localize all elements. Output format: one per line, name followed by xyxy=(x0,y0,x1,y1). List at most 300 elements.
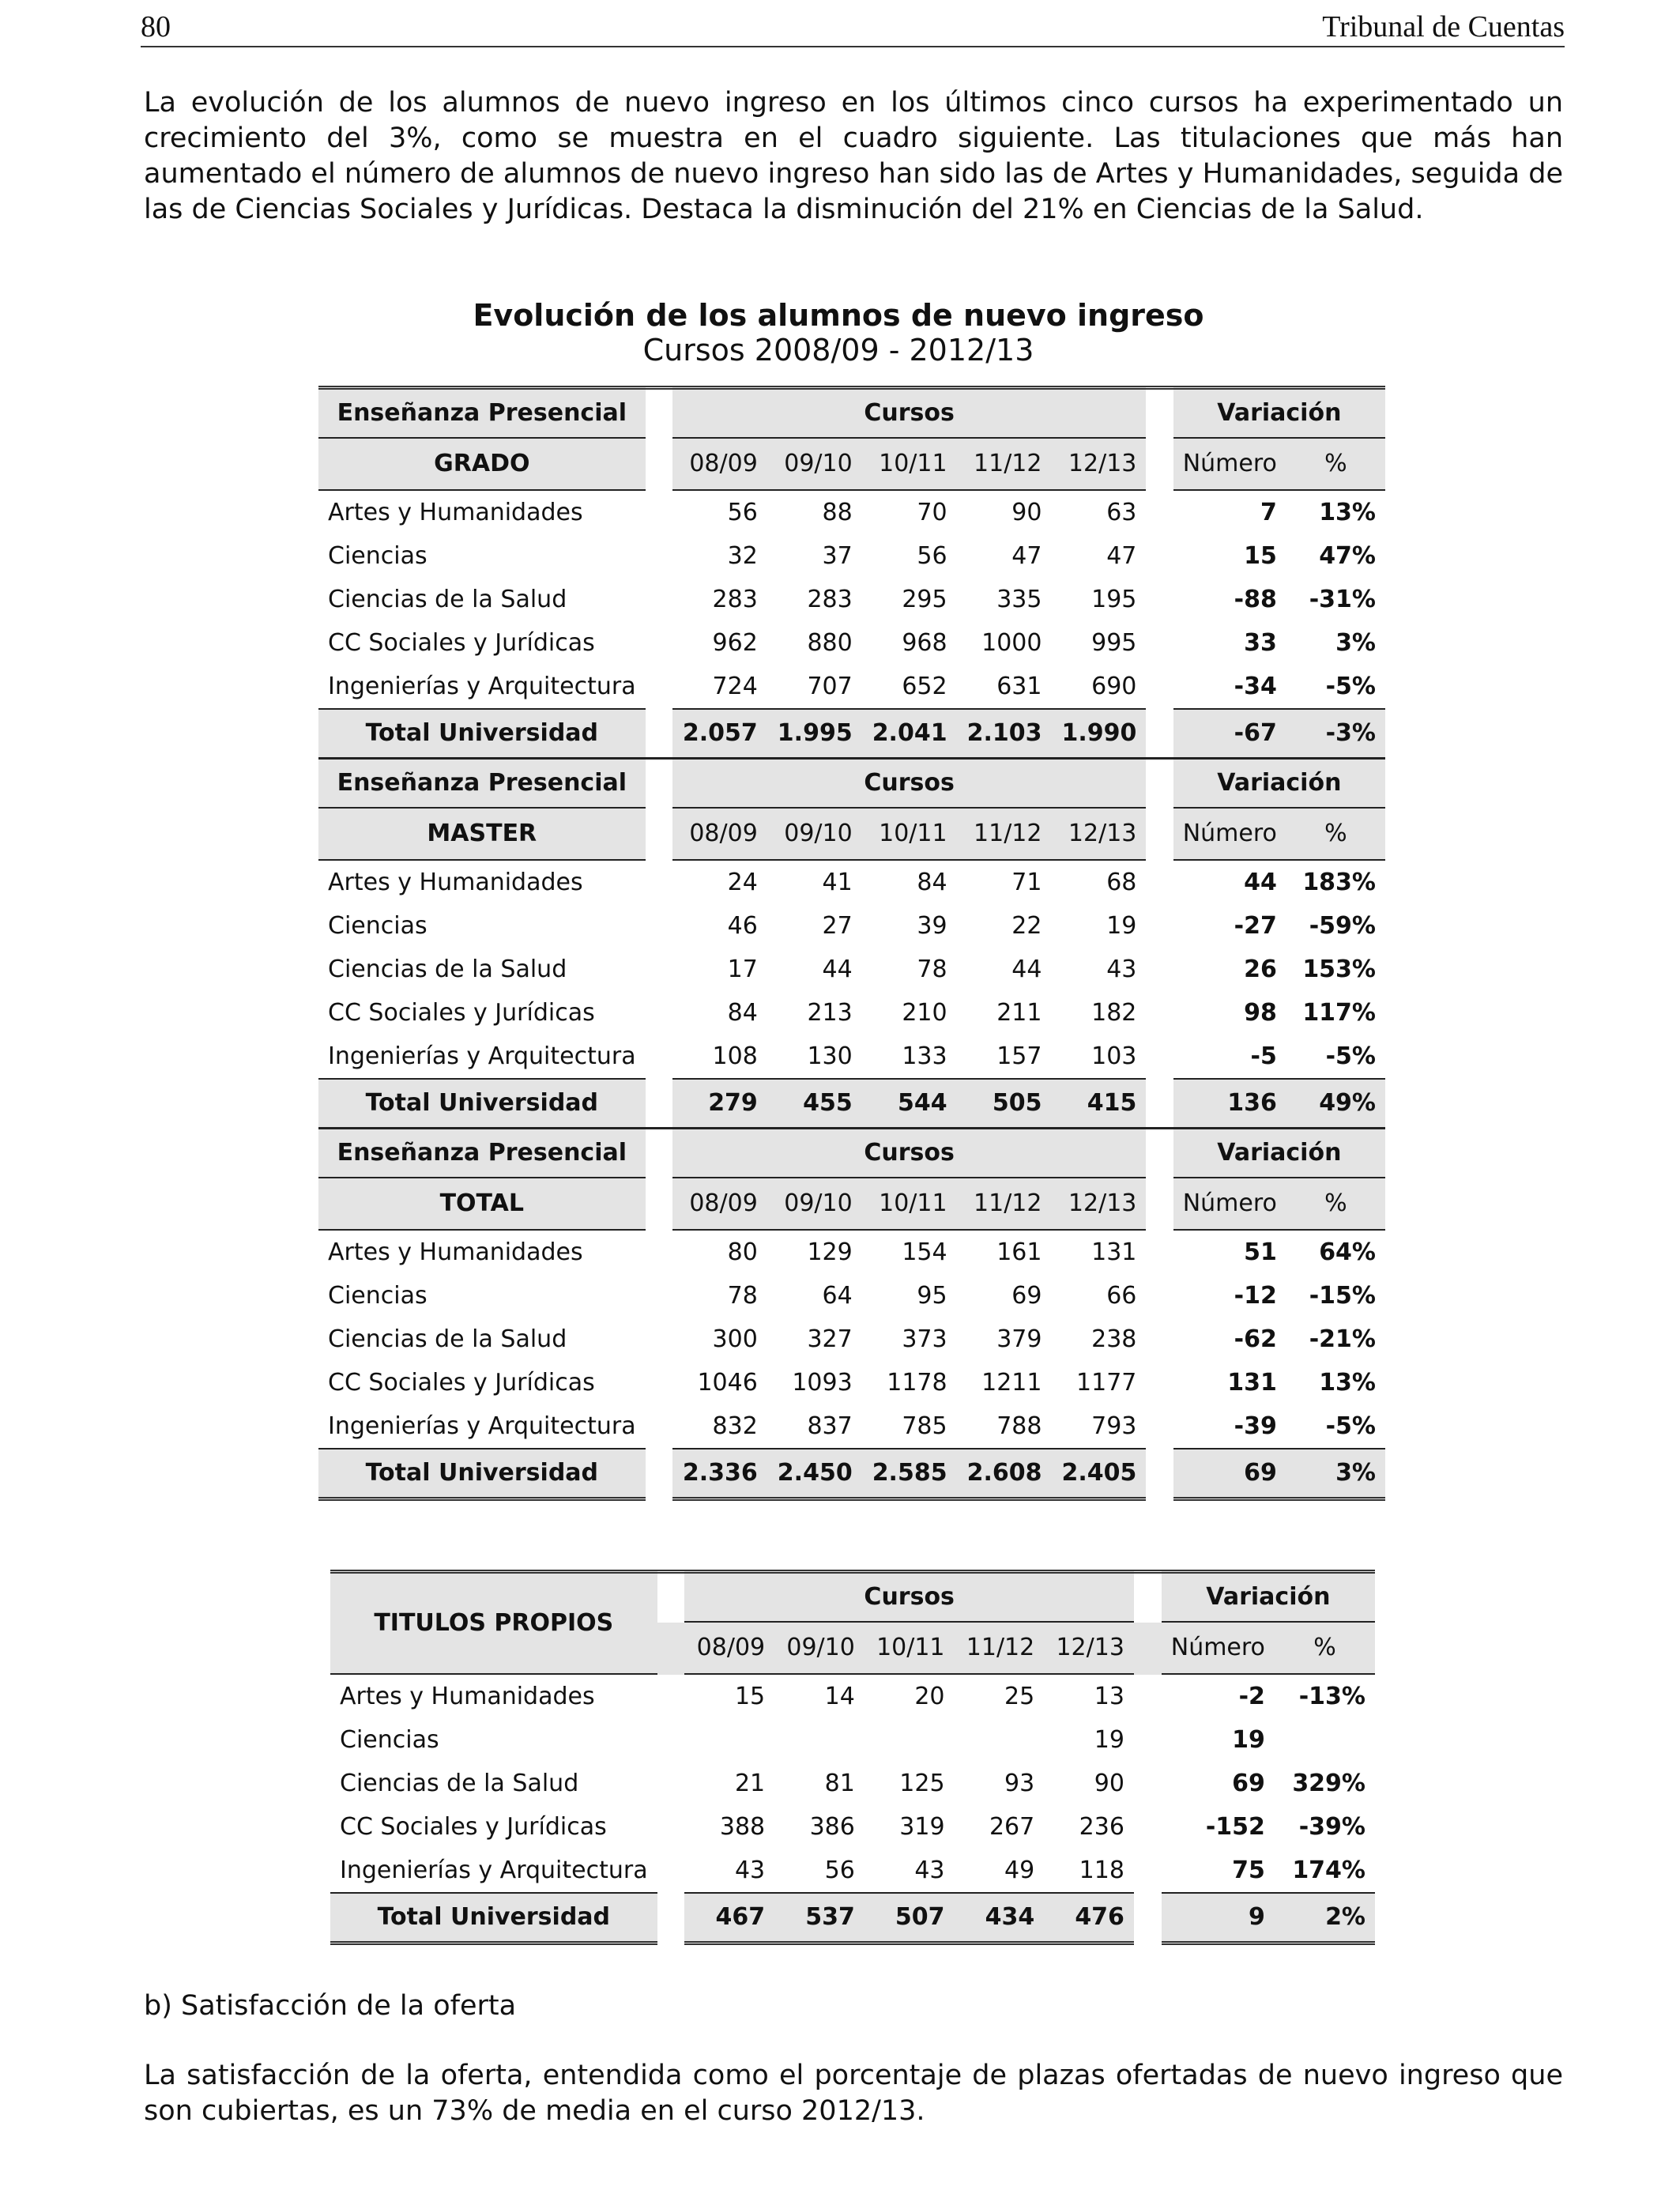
row-value: 327 xyxy=(807,1325,853,1353)
section-b-heading: b) Satisfacción de la oferta xyxy=(144,1990,517,2022)
total-value: 467 xyxy=(684,1892,774,1945)
variacion-label: Variación xyxy=(1173,757,1385,809)
row-label: Ciencias xyxy=(328,542,428,570)
spacer-cell xyxy=(1146,1274,1173,1318)
row-value: 379 xyxy=(996,1325,1042,1353)
row-value xyxy=(864,1718,955,1762)
variation-number: 98 xyxy=(1244,999,1277,1027)
spacer-cell xyxy=(657,1849,685,1892)
year-header: 08/09 xyxy=(672,809,767,861)
year-header: 10/11 xyxy=(862,1178,957,1231)
row-value: 39 xyxy=(917,912,947,940)
row-value: 47 xyxy=(1011,542,1042,570)
variation-percent: 329% xyxy=(1292,1770,1365,1797)
row-value: 161 xyxy=(996,1238,1042,1266)
row-label: Artes y Humanidades xyxy=(328,869,583,896)
table-row xyxy=(318,948,1385,991)
variation-percent: 3% xyxy=(1335,629,1376,657)
spacer-cell xyxy=(1146,809,1173,861)
row-value: 832 xyxy=(712,1412,758,1440)
spacer-cell xyxy=(1146,1178,1173,1231)
row-value xyxy=(955,1718,1045,1762)
row-value: 19 xyxy=(1094,1726,1124,1754)
section-name: GRADO xyxy=(318,439,646,491)
variation-number: -62 xyxy=(1234,1325,1277,1353)
spacer-cell xyxy=(1146,948,1173,991)
total-label: Total Universidad xyxy=(318,708,646,757)
spacer-cell xyxy=(646,534,672,578)
year-header: 11/12 xyxy=(957,809,1052,861)
row-value: 837 xyxy=(807,1412,853,1440)
variation-percent: -5% xyxy=(1325,1412,1376,1440)
spacer-cell xyxy=(646,1361,672,1404)
closing-paragraph: La satisfacción de la oferta, entendida como el porcentaje de plazas ofertadas de nuevo ingreso que son cubiertas, es un 73% de media en el curso 2012/13. xyxy=(144,2060,1563,2127)
row-value: 118 xyxy=(1079,1857,1124,1884)
total-variation-number: -67 xyxy=(1173,708,1286,757)
intro-paragraph: La evolución de los alumnos de nuevo ingreso en los últimos cinco cursos ha experimentado un crecimiento del 3%, como se muestra en el cuadro siguiente. Las titulaciones que más han aumentado el número de alumnos de nuevo ingreso han sido las de Artes y Humanidades, seguida de las de Ciencias Sociales y Jurídicas. Destaca la disminución del 21% en Ciencias de la Salud. xyxy=(144,87,1563,225)
row-value: 1000 xyxy=(981,629,1042,657)
table-row xyxy=(330,1849,1375,1892)
spacer-cell xyxy=(1134,1805,1162,1849)
table-row xyxy=(318,621,1385,665)
spacer-cell xyxy=(1146,1035,1173,1078)
total-value: 507 xyxy=(864,1892,955,1945)
spacer-cell xyxy=(1146,1361,1173,1404)
year-header: 11/12 xyxy=(955,1623,1045,1675)
spacer-cell xyxy=(646,1404,672,1448)
spacer-cell xyxy=(646,948,672,991)
row-value: 995 xyxy=(1091,629,1137,657)
section-header-row xyxy=(318,757,1385,809)
row-value: 690 xyxy=(1091,673,1137,700)
row-value: 15 xyxy=(734,1683,766,1710)
row-value: 88 xyxy=(822,499,853,526)
row-value: 56 xyxy=(917,542,947,570)
row-value: 90 xyxy=(1094,1770,1124,1797)
row-value: 49 xyxy=(1004,1857,1035,1884)
row-value: 283 xyxy=(807,586,853,613)
year-header: 11/12 xyxy=(957,439,1052,491)
total-value: 2.041 xyxy=(862,708,957,757)
row-value: 157 xyxy=(996,1042,1042,1070)
row-value: 56 xyxy=(824,1857,855,1884)
row-value: 125 xyxy=(899,1770,945,1797)
variation-percent xyxy=(1275,1718,1375,1762)
titulos-propios-table xyxy=(330,1570,1375,1945)
table-row xyxy=(318,1274,1385,1318)
year-header: 12/13 xyxy=(1044,1623,1134,1675)
total-value: 476 xyxy=(1044,1892,1134,1945)
spacer-cell xyxy=(1146,621,1173,665)
row-label: CC Sociales y Jurídicas xyxy=(328,999,595,1027)
row-value: 195 xyxy=(1091,586,1137,613)
row-value: 210 xyxy=(902,999,947,1027)
spacer-cell xyxy=(1134,1762,1162,1805)
row-value: 68 xyxy=(1106,869,1137,896)
total-row xyxy=(318,1078,1385,1127)
year-header: 12/13 xyxy=(1051,809,1146,861)
row-value: 20 xyxy=(914,1683,945,1710)
year-header: 08/09 xyxy=(672,1178,767,1231)
row-value: 32 xyxy=(727,542,758,570)
row-value: 788 xyxy=(996,1412,1042,1440)
row-label: Ingenierías y Arquitectura xyxy=(340,1857,648,1884)
total-value: 2.103 xyxy=(957,708,1052,757)
spacer-cell xyxy=(1146,386,1173,439)
row-value: 283 xyxy=(712,586,758,613)
spacer-cell xyxy=(646,708,672,757)
year-header: 09/10 xyxy=(767,809,862,861)
total-value: 505 xyxy=(957,1078,1052,1127)
spacer-cell xyxy=(646,439,672,491)
row-value: 1178 xyxy=(887,1369,947,1397)
row-value: 962 xyxy=(712,629,758,657)
table-row xyxy=(318,991,1385,1035)
spacer-cell xyxy=(1134,1718,1162,1762)
spacer-cell xyxy=(657,1892,685,1945)
row-value: 968 xyxy=(902,629,947,657)
variation-percent: 174% xyxy=(1292,1857,1365,1884)
variation-percent: -39% xyxy=(1298,1813,1365,1841)
row-value: 21 xyxy=(734,1770,766,1797)
spacer-cell xyxy=(646,665,672,708)
ensenanza-label: Enseñanza Presencial xyxy=(318,757,646,809)
variacion-label: Variación xyxy=(1173,386,1385,439)
section-subheader-row xyxy=(318,1178,1385,1231)
row-value: 44 xyxy=(1011,956,1042,983)
spacer-cell xyxy=(1134,1570,1162,1623)
row-value: 319 xyxy=(899,1813,945,1841)
year-header: 09/10 xyxy=(767,1178,862,1231)
total-value: 2.057 xyxy=(672,708,767,757)
row-label: Artes y Humanidades xyxy=(340,1683,595,1710)
row-value: 1093 xyxy=(792,1369,853,1397)
row-value: 154 xyxy=(902,1238,947,1266)
row-label: Ciencias de la Salud xyxy=(340,1770,579,1797)
spacer-cell xyxy=(657,1623,685,1675)
main-table xyxy=(318,386,1385,1501)
total-value: 544 xyxy=(862,1078,957,1127)
cursos-label: Cursos xyxy=(672,386,1146,439)
row-value: 37 xyxy=(822,542,853,570)
row-value: 724 xyxy=(712,673,758,700)
spacer-cell xyxy=(1134,1849,1162,1892)
spacer-cell xyxy=(1134,1675,1162,1718)
variation-number: -152 xyxy=(1205,1813,1265,1841)
spacer-cell xyxy=(1146,708,1173,757)
row-value: 46 xyxy=(727,912,758,940)
row-label: Artes y Humanidades xyxy=(328,499,583,526)
year-header: 08/09 xyxy=(672,439,767,491)
row-value: 22 xyxy=(1011,912,1042,940)
variation-number: -12 xyxy=(1234,1282,1277,1310)
spacer-cell xyxy=(1134,1892,1162,1945)
row-value: 56 xyxy=(727,499,758,526)
row-value: 66 xyxy=(1106,1282,1137,1310)
total-row xyxy=(318,1448,1385,1501)
variation-number: 69 xyxy=(1232,1770,1265,1797)
spacer-cell xyxy=(1146,491,1173,534)
variation-percent: -5% xyxy=(1325,1042,1376,1070)
variation-number: -2 xyxy=(1238,1683,1265,1710)
row-value: 43 xyxy=(734,1857,766,1884)
section-subheader-row xyxy=(318,809,1385,861)
total-value: 537 xyxy=(774,1892,864,1945)
section-subheader-row xyxy=(318,439,1385,491)
spacer-cell xyxy=(646,1035,672,1078)
row-value: 388 xyxy=(719,1813,766,1841)
row-value: 25 xyxy=(1004,1683,1035,1710)
spacer-cell xyxy=(657,1570,685,1623)
table-row xyxy=(318,491,1385,534)
table-row xyxy=(330,1675,1375,1718)
spacer-cell xyxy=(1146,1231,1173,1274)
row-value: 631 xyxy=(996,673,1042,700)
total-variation-percent: 3% xyxy=(1286,1448,1385,1501)
total-value: 434 xyxy=(955,1892,1045,1945)
row-label: Ciencias de la Salud xyxy=(328,586,567,613)
spacer-cell xyxy=(1146,1078,1173,1127)
row-value: 64 xyxy=(822,1282,853,1310)
row-value: 78 xyxy=(727,1282,758,1310)
spacer-cell xyxy=(646,1448,672,1501)
spacer-cell xyxy=(1146,534,1173,578)
year-header: 12/13 xyxy=(1051,439,1146,491)
percent-header: % xyxy=(1286,439,1385,491)
row-value: 785 xyxy=(902,1412,947,1440)
spacer-cell xyxy=(657,1718,685,1762)
variation-percent: -13% xyxy=(1298,1683,1365,1710)
numero-header: Número xyxy=(1162,1623,1275,1675)
year-header: 09/10 xyxy=(774,1623,864,1675)
spacer-cell xyxy=(646,1078,672,1127)
table-row xyxy=(318,1035,1385,1078)
variation-number: 7 xyxy=(1260,499,1277,526)
variation-number: 33 xyxy=(1244,629,1277,657)
row-value: 295 xyxy=(902,586,947,613)
row-value: 43 xyxy=(1106,956,1137,983)
row-label: Ciencias de la Salud xyxy=(328,956,567,983)
spacer-cell xyxy=(1146,1127,1173,1178)
variation-percent: 153% xyxy=(1302,956,1376,983)
spacer-cell xyxy=(646,1318,672,1361)
table-row xyxy=(318,578,1385,621)
table-row xyxy=(330,1718,1375,1762)
variation-number: 15 xyxy=(1244,542,1277,570)
spacer-cell xyxy=(1146,1318,1173,1361)
table-row xyxy=(330,1762,1375,1805)
spacer-cell xyxy=(1146,991,1173,1035)
spacer-cell xyxy=(657,1675,685,1718)
row-value: 41 xyxy=(822,869,853,896)
row-value: 63 xyxy=(1106,499,1137,526)
row-value: 373 xyxy=(902,1325,947,1353)
total-variation-number: 9 xyxy=(1162,1892,1275,1945)
spacer-cell xyxy=(1146,665,1173,708)
row-label: Ingenierías y Arquitectura xyxy=(328,1412,636,1440)
numero-header: Número xyxy=(1173,439,1286,491)
year-header: 10/11 xyxy=(864,1623,955,1675)
total-value: 2.608 xyxy=(957,1448,1052,1501)
year-header: 10/11 xyxy=(862,809,957,861)
total-variation-percent: 2% xyxy=(1275,1892,1375,1945)
row-label: Ciencias xyxy=(328,1282,428,1310)
row-value: 69 xyxy=(1011,1282,1042,1310)
numero-header: Número xyxy=(1173,809,1286,861)
row-value: 213 xyxy=(807,999,853,1027)
spacer-cell xyxy=(1146,1404,1173,1448)
total-variation-number: 136 xyxy=(1173,1078,1286,1127)
row-value: 386 xyxy=(809,1813,855,1841)
spacer-cell xyxy=(1134,1623,1162,1675)
variation-number: 44 xyxy=(1244,869,1277,896)
table-row xyxy=(318,1318,1385,1361)
row-value: 19 xyxy=(1106,912,1137,940)
year-header: 12/13 xyxy=(1051,1178,1146,1231)
variation-percent: 13% xyxy=(1319,499,1376,526)
total-value: 415 xyxy=(1051,1078,1146,1127)
row-value: 14 xyxy=(824,1683,855,1710)
row-value: 1177 xyxy=(1076,1369,1137,1397)
variation-percent: 117% xyxy=(1302,999,1376,1027)
row-value: 1211 xyxy=(981,1369,1042,1397)
spacer-cell xyxy=(1146,757,1173,809)
row-value: 27 xyxy=(822,912,853,940)
row-value: 707 xyxy=(807,673,853,700)
total-row xyxy=(330,1892,1375,1945)
table-row xyxy=(318,1361,1385,1404)
row-value: 300 xyxy=(712,1325,758,1353)
row-value: 78 xyxy=(917,956,947,983)
variation-number: 75 xyxy=(1232,1857,1265,1884)
page-header xyxy=(141,8,1565,47)
row-value: 17 xyxy=(727,956,758,983)
total-variation-number: 69 xyxy=(1173,1448,1286,1501)
year-header: 10/11 xyxy=(862,439,957,491)
variation-number: 26 xyxy=(1244,956,1277,983)
year-header: 08/09 xyxy=(684,1623,774,1675)
row-value: 43 xyxy=(914,1857,945,1884)
ensenanza-label: Enseñanza Presencial xyxy=(318,1127,646,1178)
row-value: 84 xyxy=(917,869,947,896)
section-name: TOTAL xyxy=(318,1178,646,1231)
variation-number: -34 xyxy=(1234,673,1277,700)
row-value: 182 xyxy=(1091,999,1137,1027)
cursos-label: Cursos xyxy=(672,1127,1146,1178)
row-value: 880 xyxy=(807,629,853,657)
row-value: 267 xyxy=(989,1813,1035,1841)
row-label: CC Sociales y Jurídicas xyxy=(328,629,595,657)
row-label: CC Sociales y Jurídicas xyxy=(328,1369,595,1397)
spacer-cell xyxy=(646,809,672,861)
year-header: 11/12 xyxy=(957,1178,1052,1231)
row-value: 236 xyxy=(1079,1813,1124,1841)
variation-percent: -31% xyxy=(1309,586,1376,613)
spacer-cell xyxy=(657,1805,685,1849)
table-subtitle: Cursos 2008/09 - 2012/13 xyxy=(642,333,1034,368)
total-variation-percent: 49% xyxy=(1286,1078,1385,1127)
variation-percent: -5% xyxy=(1325,673,1376,700)
row-value: 335 xyxy=(996,586,1042,613)
spacer-cell xyxy=(1146,904,1173,948)
total-label: Total Universidad xyxy=(318,1448,646,1501)
table-row xyxy=(318,1404,1385,1448)
percent-header: % xyxy=(1286,1178,1385,1231)
total-value: 2.450 xyxy=(767,1448,862,1501)
titulos-header-row xyxy=(330,1570,1375,1623)
row-value: 652 xyxy=(902,673,947,700)
row-value: 129 xyxy=(807,1238,853,1266)
variacion-label: Variación xyxy=(1173,1127,1385,1178)
spacer-cell xyxy=(646,1274,672,1318)
row-value: 131 xyxy=(1091,1238,1137,1266)
variation-number: 19 xyxy=(1232,1726,1265,1754)
page-number: 80 xyxy=(141,10,171,43)
row-value: 793 xyxy=(1091,1412,1137,1440)
row-value: 93 xyxy=(1004,1770,1035,1797)
titulos-name: TITULOS PROPIOS xyxy=(330,1570,657,1675)
total-row xyxy=(318,708,1385,757)
variation-percent: 13% xyxy=(1319,1369,1376,1397)
spacer-cell xyxy=(646,491,672,534)
spacer-cell xyxy=(646,1127,672,1178)
spacer-cell xyxy=(1146,439,1173,491)
spacer-cell xyxy=(646,578,672,621)
spacer-cell xyxy=(646,1178,672,1231)
row-label: Ingenierías y Arquitectura xyxy=(328,1042,636,1070)
table-row xyxy=(318,534,1385,578)
row-value: 1046 xyxy=(697,1369,758,1397)
row-value: 13 xyxy=(1094,1683,1124,1710)
total-value: 279 xyxy=(672,1078,767,1127)
row-value: 47 xyxy=(1106,542,1137,570)
spacer-cell xyxy=(646,1231,672,1274)
numero-header: Número xyxy=(1173,1178,1286,1231)
variation-percent: -59% xyxy=(1309,912,1376,940)
spacer-cell xyxy=(646,757,672,809)
variation-percent: -21% xyxy=(1309,1325,1376,1353)
total-value: 2.336 xyxy=(672,1448,767,1501)
variation-number: -27 xyxy=(1234,912,1277,940)
row-value: 108 xyxy=(712,1042,758,1070)
spacer-cell xyxy=(646,861,672,904)
table-row xyxy=(318,665,1385,708)
row-value: 44 xyxy=(822,956,853,983)
row-value: 71 xyxy=(1011,869,1042,896)
row-value xyxy=(774,1718,864,1762)
spacer-cell xyxy=(657,1762,685,1805)
total-label: Total Universidad xyxy=(318,1078,646,1127)
variation-percent: 64% xyxy=(1319,1238,1376,1266)
table-title: Evolución de los alumnos de nuevo ingreso xyxy=(473,298,1204,333)
section-header-row xyxy=(318,1127,1385,1178)
spacer-cell xyxy=(646,386,672,439)
total-value: 2.405 xyxy=(1051,1448,1146,1501)
row-label: Ingenierías y Arquitectura xyxy=(328,673,636,700)
variation-percent: 47% xyxy=(1319,542,1376,570)
variation-number: 51 xyxy=(1244,1238,1277,1266)
row-value: 211 xyxy=(996,999,1042,1027)
row-label: CC Sociales y Jurídicas xyxy=(340,1813,607,1841)
spacer-cell xyxy=(646,991,672,1035)
row-value xyxy=(684,1718,774,1762)
variation-number: -5 xyxy=(1250,1042,1277,1070)
total-value: 455 xyxy=(767,1078,862,1127)
variation-number: -39 xyxy=(1234,1412,1277,1440)
ensenanza-label: Enseñanza Presencial xyxy=(318,386,646,439)
cursos-label: Cursos xyxy=(672,757,1146,809)
table-row xyxy=(318,1231,1385,1274)
